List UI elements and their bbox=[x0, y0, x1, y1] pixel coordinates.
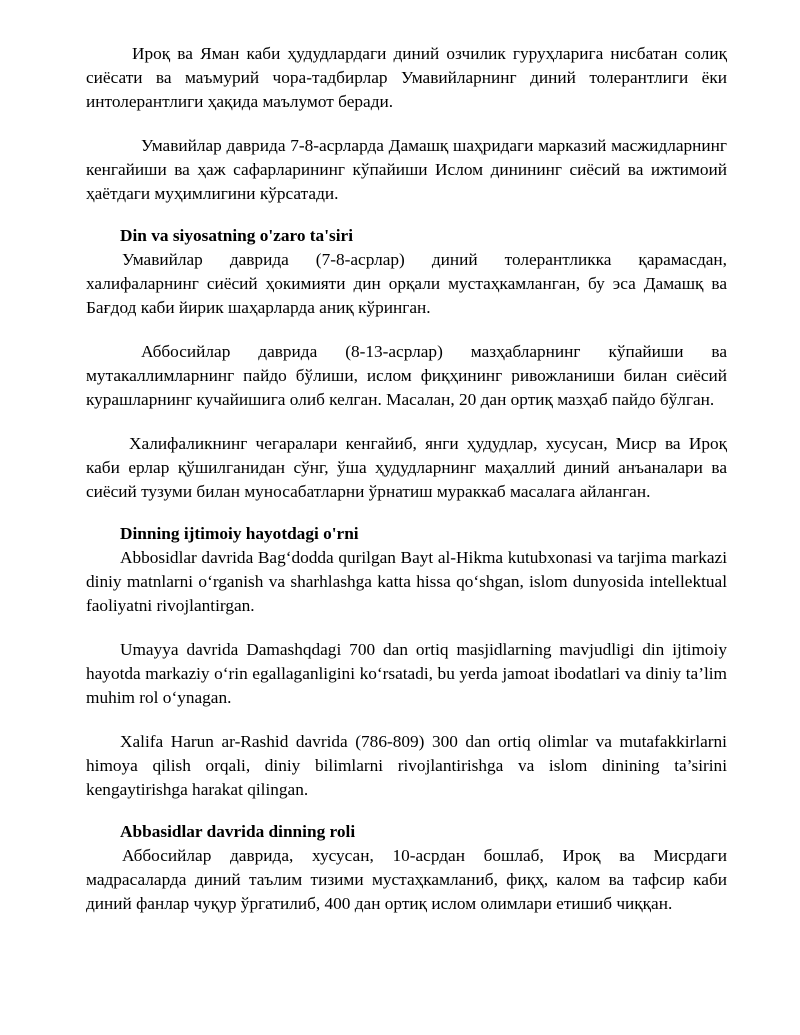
paragraph-religion-politics-2: Аббосийлар даврида (8-13-асрлар) мазҳабларнинг кўпайиши ва мутакаллимларнинг пайдо бўлиши, ислом фиқҳининг ривожланиши билан сиёсий курашларнинг кучайишига олиб келган. Масалан, 20 дан ортиқ мазҳаб пайдо бўлган. bbox=[86, 342, 727, 409]
paragraph-abbasid-religion-1: Аббосийлар даврида, хусусан, 10-асрдан бошлаб, Ироқ ва Мисрдаги мадрасаларда диний таълим тизими мустаҳкамланиб, фиқҳ, калом ва тафсир каби диний фанлар чуқур ўргатилиб, 400 дан ортиқ ислом олимлари етишиб чиққан. bbox=[86, 846, 727, 913]
section-heading-abbasid-religion: Abbasidlar davrida dinning roli bbox=[120, 822, 356, 841]
paragraph-religion-politics-3: Халифаликнинг чегаралари кенгайиб, янги ҳудудлар, хусусан, Миср ва Ироқ каби ерлар қўшилганидан сўнг, ўша ҳудудларнинг маҳаллий диний анъаналари ва сиёсий тузуми билан муносабатларни ўрнатиш мураккаб масалага айланган. bbox=[86, 434, 727, 501]
paragraph-religion-politics-1: Умавийлар даврида (7-8-асрлар) диний толерантликка қарамасдан, халифаларнинг сиёсий ҳокимияти дин орқали мустаҳкамланган, бу эса Дамашқ ва Бағдод каби йирик шаҳарларда аниқ кўринган. bbox=[86, 250, 727, 317]
document-page bbox=[86, 42, 727, 916]
paragraph-intro-1: Ироқ ва Яман каби ҳудудлардаги диний озчилик гуруҳларига нисбатан солиқ сиёсати ва маъмурий чора-тадбирлар Умавийларнинг диний толерантлиги ёки интолерантлиги ҳақида маълумот беради. bbox=[86, 44, 727, 111]
paragraph-intro-2: Умавийлар даврида 7-8-асрларда Дамашқ шаҳридаги марказий масжидларнинг кенгайиши ва ҳаж сафарларининг кўпайиши Ислом динининг сиёсий ва ижтимоий ҳаётдаги муҳимлигини кўрсатади. bbox=[86, 136, 727, 203]
paragraph-social-life-3: Xalifa Harun ar-Rashid davrida (786-809) 300 dan ortiq olimlar va mutafakkirlarni himoya qilish orqali, diniy bilimlarni rivojlantirishga va islom dinining ta’sirini kengaytirishga harakat qilingan. bbox=[86, 732, 727, 799]
section-heading-religion-social-life: Dinning ijtimoiy hayotdagi o'rni bbox=[120, 524, 359, 543]
paragraph-social-life-1: Abbosidlar davrida Bag‘dodda qurilgan Bayt al-Hikma kutubxonasi va tarjima markazi diniy matnlarni o‘rganish va sharhlashga katta hissa qo‘shgan, islom dunyosida intellektual faoliyatni rivojlantirgan. bbox=[86, 548, 727, 615]
paragraph-social-life-2: Umayya davrida Damashqdagi 700 dan ortiq masjidlarning mavjudligi din ijtimoiy hayotda markaziy o‘rin egallaganligini ko‘rsatadi, bu yerda jamoat ibodatlari va diniy ta’lim muhim rol o‘ynagan. bbox=[86, 640, 727, 707]
section-heading-religion-politics: Din va siyosatning o'zaro ta'siri bbox=[120, 226, 353, 245]
